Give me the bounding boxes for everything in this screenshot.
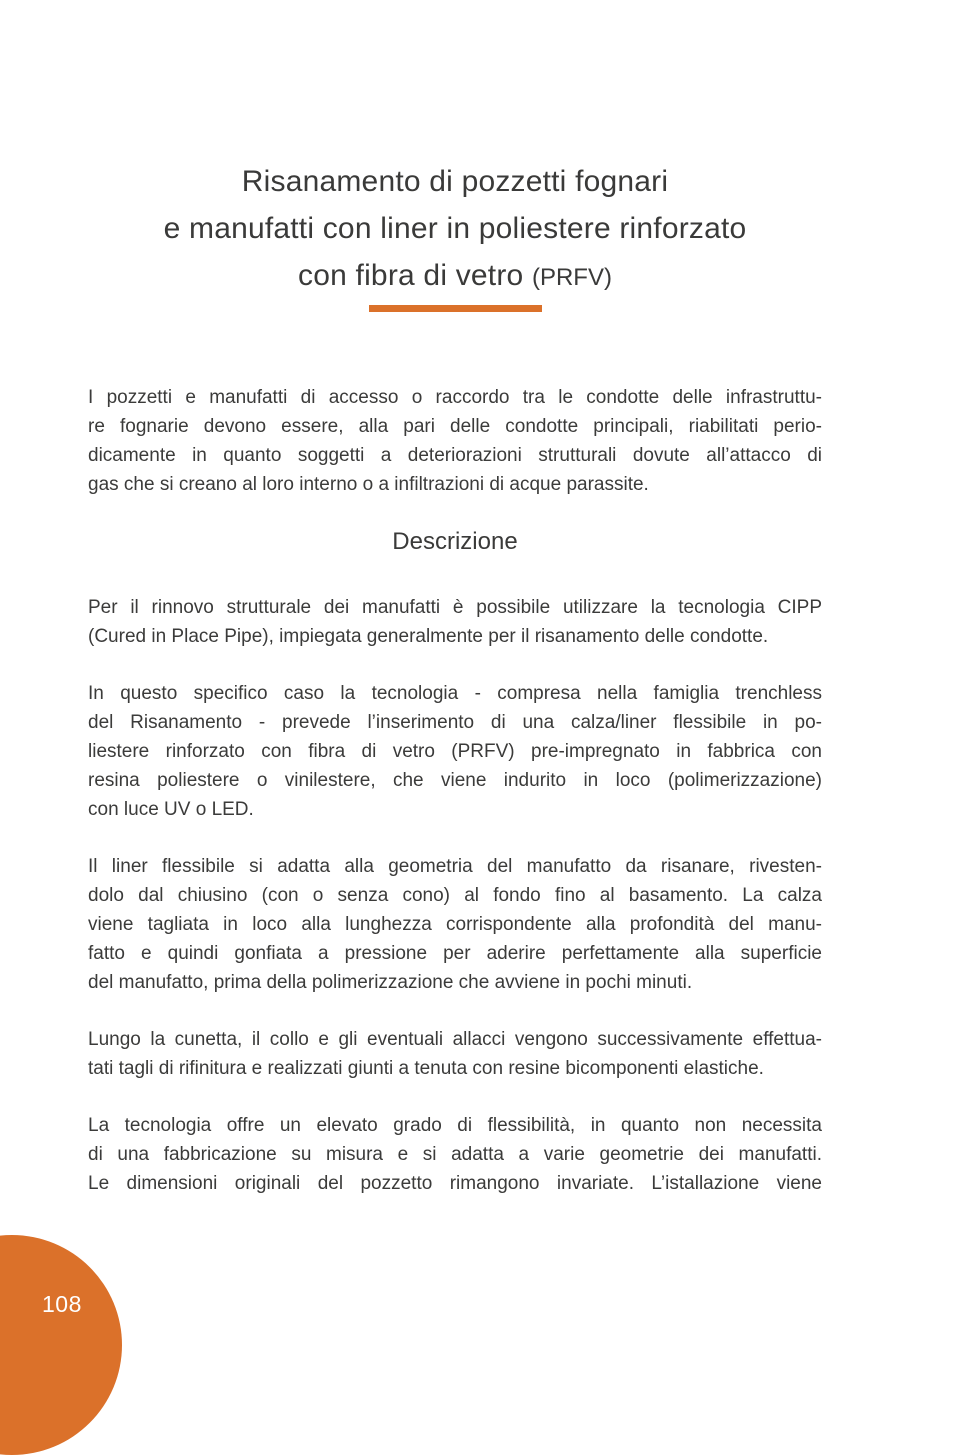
page-title-line-3 [88,252,822,301]
paragraph-line: (Cured in Place Pipe), impiegata generalmente per il risanamento delle condotte. [88,626,769,647]
page-title-acronym: (PRFV) [531,264,612,291]
paragraph-line: La tecnologia offre un elevato grado di flessibilità, in quanto non necessita [88,1115,822,1136]
paragraph-line: di una fabbricazione su misura e si adatta a varie geometrie dei manufatti. [88,1144,822,1165]
paragraph [88,1025,822,1083]
paragraph-line: con luce UV o LED. [88,799,254,820]
page-number: 108 [42,1291,82,1317]
paragraph [88,852,822,997]
page-title-line-2: e manufatti con liner in poliestere rinforzato [163,212,747,245]
paragraph-line: fatto e quindi gonfiata a pressione per aderire perfettamente alla superficie [88,943,822,964]
page-title-line-1: Risanamento di pozzetti fognari [241,165,669,198]
section-heading: Descrizione [392,528,518,555]
paragraph [88,1111,822,1198]
paragraph-line: dolo dal chiusino (con o senza cono) al fondo fino al basamento. La calza [88,885,822,906]
paragraph-line: viene tagliata in loco alla lunghezza corrispondente alla profondità del manu- [88,914,822,935]
content-column [88,0,822,1226]
paragraph-line: Le dimensioni originali del pozzetto rimangono invariate. L’istallazione viene [88,1173,822,1194]
paragraph [88,679,822,824]
body-content [88,383,822,1198]
paragraph-line: liestere rinforzato con fibra di vetro (PRFV) pre-impregnato in fabbrica con [88,741,822,762]
paragraph-line: dicamente in quanto soggetti a deteriorazioni strutturali dovute all’attacco di [88,445,822,466]
paragraph-line: del Risanamento - prevede l’inserimento di una calza/liner flessibile in po- [88,712,822,733]
paragraph [88,383,822,499]
paragraph [88,593,822,651]
paragraph-line: In questo specifico caso la tecnologia - compresa nella famiglia trenchless [88,683,822,704]
paragraph-line: Per il rinnovo strutturale dei manufatti è possibile utilizzare la tecnologia CIPP [88,597,822,618]
title-divider-rule [369,305,542,312]
page-title-line-3-main: con fibra di vetro [298,259,524,292]
paragraph-line: I pozzetti e manufatti di accesso o raccordo tra le condotte delle infrastruttu- [88,387,822,408]
paragraph-line: tati tagli di rifinitura e realizzati giunti a tenuta con resine bicomponenti elastiche. [88,1058,764,1079]
paragraph-line: gas che si creano al loro interno o a infiltrazioni di acque parassite. [88,474,649,495]
paragraph-line: resina poliestere o vinilestere, che viene indurito in loco (polimerizzazione) [88,770,822,791]
paragraph-line: re fognarie devono essere, alla pari delle condotte principali, riabilitati perio- [88,416,822,437]
paragraph-line: Il liner flessibile si adatta alla geometria del manufatto da risanare, rivesten- [88,856,822,877]
paragraph-line: Lungo la cunetta, il collo e gli eventuali allacci vengono successivamente effettua- [88,1029,822,1050]
page-title [88,0,822,301]
page-corner-circle [0,1235,122,1455]
paragraph-line: del manufatto, prima della polimerizzazione che avviene in pochi minuti. [88,972,693,993]
